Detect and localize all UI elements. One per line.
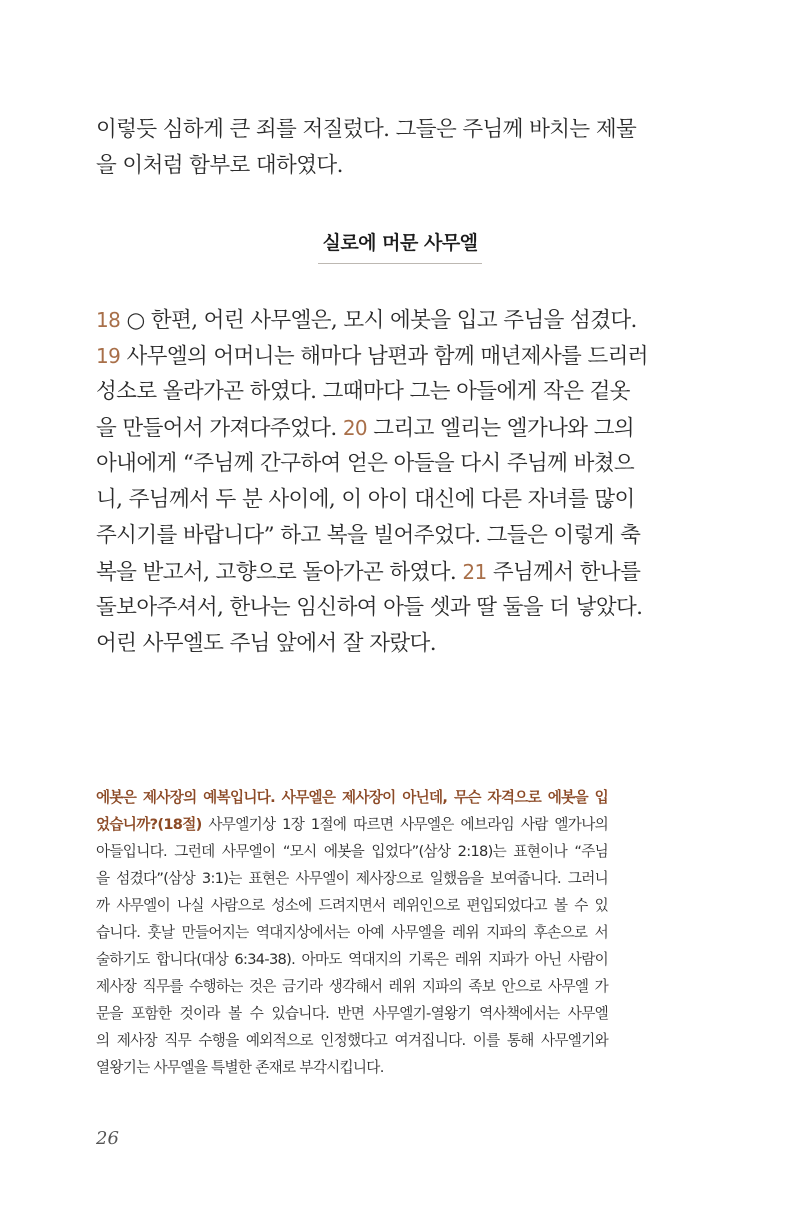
note-question: 었습니까?(18절) [96,816,202,833]
note-line: 습니다. 훗날 만들어지는 역대지상에서는 아예 사무엘을 레위 지파의 후손으로 서 [96,924,608,941]
note-line: 의 제사장 직무 수행을 예외적으로 인정했다고 여겨집니다. 이를 통해 사무엘기와 [96,1032,608,1049]
passage-line: 니, 주님께서 두 분 사이에, 이 아이 대신에 다른 자녀를 많이 [96,487,635,512]
note-line: 제사장 직무를 수행하는 것은 금기라 생각해서 레위 지파의 족보 안으로 사무엘 가 [96,978,608,995]
note-line: 을 섬겼다”(삼상 3:1)는 표현은 사무엘이 제사장으로 일했음을 보여줍니다. 그러니 [96,870,608,887]
verse-number: 18 [96,308,121,332]
section-title: 실로에 머문 사무엘 [318,228,481,264]
note-line: 까 사무엘이 나실 사람으로 성소에 드려지면서 레위인으로 편입되었다고 볼 수 있 [96,897,608,914]
note-line: 아들입니다. 그런데 사무엘이 “모시 에봇을 입었다”(삼상 2:18)는 표현이나 “주님 [96,843,608,860]
passage-line: 아내에게 “주님께 간구하여 얻은 아들을 다시 주님께 바쳤으 [96,451,635,476]
note-line: 었습니까?(18절) 사무엘기상 1장 1절에 따르면 사무엘은 에브라임 사람 엘가나의 [96,816,608,833]
passage-line: 주시기를 바랍니다” 하고 복을 빌어주었다. 그들은 이렇게 축 [96,523,641,548]
verse-number: 21 [462,560,487,584]
section-heading [0,228,800,264]
note-question: 에봇은 제사장의 예복입니다. 사무엘은 제사장이 아닌데, 무슨 자격으로 에봇을 입 [96,789,608,806]
note-line: 문을 포함한 것이라 볼 수 있습니다. 반면 사무엘기-열왕기 역사책에서는 사무엘 [96,1005,608,1022]
passage-line: 을 만들어서 가져다주었다. 20 그리고 엘리는 엘가나와 그의 [96,416,635,441]
intro-line: 을 이처럼 함부로 대하였다. [96,153,343,178]
passage-line: 돌보아주셔서, 한나는 임신하여 아들 셋과 딸 둘을 더 낳았다. [96,595,643,620]
intro-line: 이렇듯 심하게 큰 죄를 저질렀다. 그들은 주님께 바치는 제물 [96,117,637,142]
page-number: 26 [96,1128,119,1149]
passage-line: 복을 받고서, 고향으로 돌아가곤 하였다. 21 주님께서 한나를 [96,560,641,585]
passage-line: 19 사무엘의 어머니는 해마다 남편과 함께 매년제사를 드리러 [96,344,648,369]
passage-line: 성소로 올라가곤 하였다. 그때마다 그는 아들에게 작은 겉옷 [96,379,630,404]
passage-line: 어린 사무엘도 주님 앞에서 잘 자랐다. [96,631,436,656]
verse-number: 19 [96,344,121,368]
verse-number: 20 [342,416,368,440]
note-line: 술하기도 합니다(대상 6:34-38). 아마도 역대지의 기록은 레위 지파가 아닌 사람이 [96,951,608,968]
note-line: 열왕기는 사무엘을 특별한 존재로 부각시킵니다. [96,1059,384,1076]
passage-line: 18 ○ 한편, 어린 사무엘은, 모시 에봇을 입고 주님을 섬겼다. [96,308,637,333]
